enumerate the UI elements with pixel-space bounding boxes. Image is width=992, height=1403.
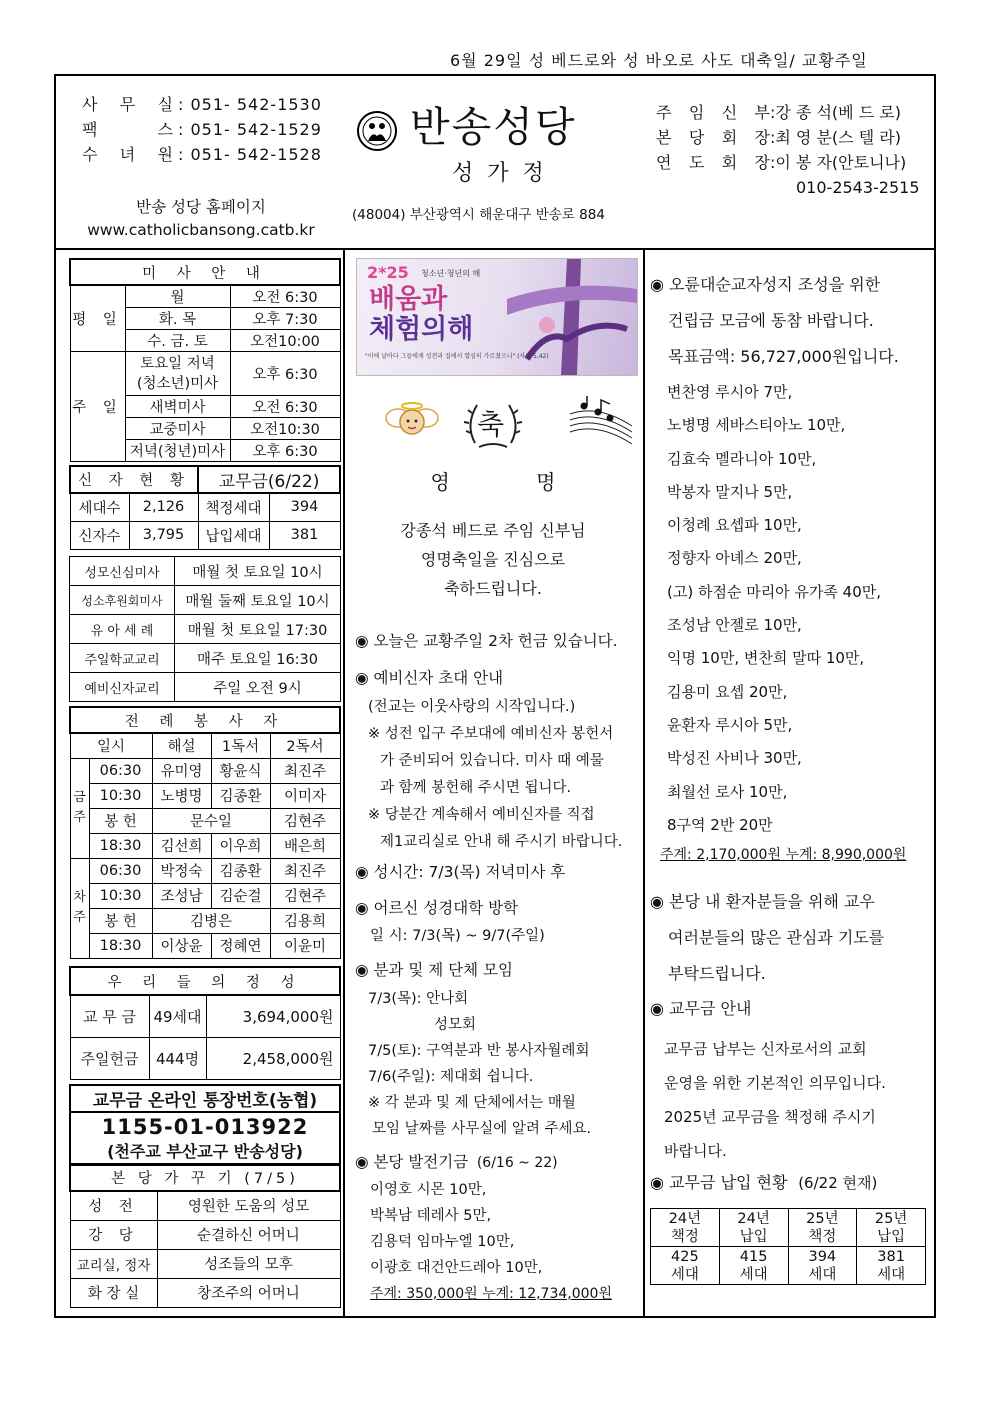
servers-time: 10:30	[89, 783, 152, 808]
congrats-title: 영 명	[430, 470, 596, 494]
donor-line: 김용미 요셉 20만,	[667, 682, 788, 701]
servers-name: 김현주	[270, 883, 340, 908]
servers-name: 황윤식	[211, 758, 270, 783]
donor-line: 김효숙 멜라니아 10만,	[667, 449, 817, 468]
due-line: 교무금 납부는 신자로서의 교회	[664, 1040, 867, 1058]
cleaning-place: 강 당	[70, 1220, 157, 1249]
catechumen-line: ※ 당분간 계속해서 예비신자를 직접	[368, 807, 595, 823]
shrine-fund-header	[650, 267, 899, 375]
servers-time: 10:30	[89, 883, 152, 908]
catechumen-line: 가 준비되어 있습니다. 미사 때 예물	[380, 753, 604, 769]
mass-name: 토요일 저녁 (청소년)미사	[125, 352, 230, 396]
mass-title: 미 사 안 내	[70, 259, 340, 285]
groups-title: ◉ 분과 및 제 단체 모임	[355, 961, 513, 979]
header-divider	[54, 248, 936, 250]
bank-account-number: 1155-01-013922	[101, 1115, 309, 1139]
shrine-title-line: 건립금 모금에 동참 바랍니다.	[668, 311, 874, 330]
schedule-label: 성모신심미사	[70, 557, 175, 586]
weekday-label: 평 일	[70, 285, 125, 352]
cleaning-group: 순결하신 어머니	[157, 1220, 340, 1249]
donor-line: 이광호 대건안드레아 10만,	[370, 1260, 543, 1276]
holy-hour-notice: ◉ 성시간: 7/3(목) 저녁미사 후	[355, 863, 566, 881]
donor-line: 박봉자 말지나 5만,	[667, 482, 793, 501]
servers-name: 박정숙	[152, 858, 211, 883]
homepage-link[interactable]: www.catholicbansong.catb.kr	[87, 221, 315, 239]
donor-line: 8구역 2반 20만	[667, 815, 773, 834]
due-value-cell: 425 세대	[651, 1247, 720, 1285]
due-value-cell: 394 세대	[788, 1247, 857, 1285]
due-status-header	[650, 1170, 877, 1193]
due-line: 운영을 위한 기본적인 의무입니다.	[664, 1074, 886, 1092]
dev-fund-list	[370, 1177, 612, 1307]
schedule-label: 유 아 세 례	[70, 615, 175, 644]
shrine-goal: 목표금액: 56,727,000원입니다.	[668, 347, 899, 366]
staff-president: 본 당 회 장:최 영 분(스 텔 라)	[656, 128, 901, 147]
donor-line: 최월선 로사 10만,	[667, 782, 788, 801]
servers-name: 김현주	[270, 808, 340, 833]
congrats-badge: 축	[477, 408, 505, 441]
stat-label: 책정세대	[198, 493, 269, 521]
servers-time: 06:30	[89, 858, 152, 883]
cleaning-group: 성조들의 모후	[157, 1249, 340, 1278]
servers-name: 김용희	[270, 908, 340, 933]
catechumen-body	[368, 694, 622, 856]
due-header-cell: 25년 납입	[857, 1209, 926, 1247]
cleaning-title: 본 당 가 꾸 기 (7/5)	[70, 1164, 340, 1191]
servers-name: 문수일	[152, 808, 270, 833]
homepage-block	[70, 196, 332, 242]
donor-line: 윤환자 루시아 5만,	[667, 715, 793, 734]
this-week-label: 금 주	[70, 758, 89, 858]
groups-line: 모임 날짜를 사무실에 알려 주세요.	[372, 1121, 592, 1137]
groups-line: 7/3(목): 안나회	[368, 991, 469, 1007]
catechumen-title: ◉ 예비신자 초대 안내	[355, 669, 504, 687]
offering-label: 주일헌금	[70, 1037, 149, 1079]
dev-fund-period: (6/16 ~ 22)	[476, 1155, 558, 1171]
schedule-value: 매주 토요일 16:30	[175, 644, 341, 673]
offering-table	[69, 966, 341, 1080]
staff-district-head: 연 도 회 장:이 봉 자(안토니나)	[656, 153, 907, 172]
catechumen-line: (전교는 이웃사랑의 시작입니다.)	[368, 699, 576, 715]
cleaning-place: 성 전	[70, 1191, 157, 1220]
offering-title: 우 리 들 의 정 성	[70, 967, 340, 995]
staff-list	[656, 100, 920, 200]
mass-time: 오후 6:30	[230, 352, 340, 396]
mass-name: 월	[125, 285, 230, 308]
donor-line: 조성남 안젤로 10만,	[667, 616, 802, 635]
due-status-title: ◉ 교무금 납입 현황	[650, 1173, 788, 1192]
mass-name: 새벽미사	[125, 396, 230, 418]
patients-notice	[650, 884, 884, 992]
bank-box	[69, 1084, 341, 1166]
donor-line: 변찬영 루시아 7만,	[667, 383, 793, 401]
cleaning-group: 영원한 도움의 성모	[157, 1191, 340, 1220]
donor-line: 박복남 데레사 5만,	[370, 1208, 492, 1224]
due-title: 교무금(6/22)	[198, 466, 340, 493]
due-line: 2025년 교무금을 책정해 주시기	[664, 1108, 876, 1126]
catechumen-line: 과 함께 봉헌해 주시면 됩니다.	[380, 780, 572, 796]
servers-name: 배은희	[270, 833, 340, 858]
banner-verse: "이에 날마다 그들에게 성전과 집에서 열심히 가르쳤으니" (사도 5,42)	[365, 353, 549, 360]
schedule-label: 예비신자교리	[70, 673, 175, 702]
due-header-cell: 24년 납입	[719, 1209, 788, 1247]
angel-icon	[384, 396, 440, 450]
servers-time: 06:30	[89, 758, 152, 783]
servers-name: 정혜연	[211, 933, 270, 958]
shrine-title-line: ◉ 오륜대순교자성지 조성을 위한	[650, 275, 881, 294]
dev-fund-title: ◉ 본당 발전기금	[355, 1153, 469, 1171]
servers-name: 이윤미	[270, 933, 340, 958]
patients-line: ◉ 본당 내 환자분들을 위해 교우	[650, 892, 875, 911]
contact-list	[82, 92, 322, 167]
stat-label: 신자수	[70, 521, 129, 549]
contact-office: 사 무 실 : 051- 542-1530	[82, 95, 322, 114]
stat-value: 2,126	[129, 493, 198, 521]
offering-amount: 3,694,000원	[206, 995, 340, 1037]
servers-name: 김종환	[211, 858, 270, 883]
dev-fund-header	[355, 1150, 558, 1172]
donor-line: 이영호 시몬 10만,	[370, 1182, 487, 1198]
mass-time: 오전10:30	[230, 418, 340, 440]
mass-name: 화. 목	[125, 308, 230, 330]
offering-count: 49세대	[149, 995, 206, 1037]
mass-time: 오전10:00	[230, 330, 340, 352]
groups-line: ※ 각 분과 및 제 단체에서는 매월	[368, 1095, 576, 1111]
mass-name: 교중미사	[125, 418, 230, 440]
servers-name: 이우희	[211, 833, 270, 858]
patients-line: 여러분들의 많은 관심과 기도를	[668, 928, 885, 947]
servers-header: 일시	[70, 733, 152, 758]
bank-holder: (천주교 부산교구 반송성당)	[107, 1142, 303, 1161]
mass-name: 저녁(청년)미사	[125, 440, 230, 462]
servers-header: 2독서	[270, 733, 340, 758]
stat-label: 세대수	[70, 493, 129, 521]
groups-line: 성모회	[434, 1017, 477, 1033]
schedule-table	[69, 556, 341, 702]
cleaning-place: 화 장 실	[70, 1278, 157, 1307]
bank-title: 교무금 온라인 통장번호(농협)	[70, 1085, 340, 1112]
due-status-table	[650, 1208, 926, 1285]
donor-line: 박성진 사비나 30만,	[667, 749, 802, 768]
due-line: 바랍니다.	[664, 1142, 727, 1160]
members-title: 신 자 현 황	[70, 466, 198, 493]
donor-line: 노병명 세바스티아노 10만,	[667, 416, 846, 435]
groups-body	[368, 986, 591, 1142]
dev-fund-total: 주계: 350,000원 누계: 12,734,000원	[370, 1286, 612, 1302]
mass-table	[69, 258, 341, 462]
mass-time: 오전 6:30	[230, 285, 340, 308]
music-notes-icon	[568, 396, 634, 448]
parish-title: 반송성당	[410, 103, 577, 151]
mass-time: 오후 6:30	[230, 440, 340, 462]
donor-line: 정향자 아녜스 20만,	[667, 549, 802, 568]
parish-address: (48004) 부산광역시 해운대구 반송로 884	[352, 207, 605, 223]
banner-line1: 배움과	[369, 284, 448, 315]
congrats-line: 축하드립니다.	[444, 579, 542, 598]
servers-table	[69, 706, 341, 959]
notice-papal-collection: ◉ 오늘은 교황주일 2차 헌금 있습니다.	[355, 632, 618, 650]
cleaning-place: 교리실, 정자	[70, 1249, 157, 1278]
offering-label: 교 무 금	[70, 995, 149, 1037]
servers-header: 해설	[152, 733, 211, 758]
schedule-value: 매월 첫 토요일 10시	[175, 557, 341, 586]
donor-line: 김용덕 임마누엘 10만,	[370, 1234, 515, 1250]
schedule-value: 주일 오전 9시	[175, 673, 341, 702]
parish-logo-icon	[356, 110, 398, 152]
due-value-cell: 381 세대	[857, 1247, 926, 1285]
donor-line: 이청례 요셉파 10만,	[667, 516, 802, 535]
banner-tagline: 청소년·청년의 해	[421, 269, 481, 278]
offering-count: 444명	[149, 1037, 206, 1079]
groups-line: 7/6(주일): 제대회 쉽니다.	[368, 1069, 534, 1085]
column-divider-left	[343, 248, 345, 1318]
congrats-message	[343, 516, 643, 603]
stat-value: 394	[269, 493, 340, 521]
servers-name: 김순걸	[211, 883, 270, 908]
servers-time: 봉 헌	[89, 808, 152, 833]
groups-line: 7/5(토): 구역분과 반 봉사자월례회	[368, 1043, 590, 1059]
next-week-label: 차 주	[70, 858, 89, 958]
stat-label: 납입세대	[198, 521, 269, 549]
cleaning-table	[69, 1163, 341, 1308]
issue-date: 6월 29일 성 베드로와 성 바오로 사도 대축일/ 교황주일	[450, 51, 868, 70]
due-notice-body	[664, 1032, 886, 1168]
stat-value: 381	[269, 521, 340, 549]
column-divider-right	[643, 248, 645, 1318]
due-notice-title: ◉ 교무금 안내	[650, 999, 752, 1018]
schedule-value: 매월 첫 토요일 17:30	[175, 615, 341, 644]
servers-name: 조성남	[152, 883, 211, 908]
servers-time: 봉 헌	[89, 908, 152, 933]
catechumen-line: ※ 성전 입구 주보대에 예비신자 봉헌서	[368, 726, 614, 742]
members-table	[69, 465, 341, 550]
banner-line2: 체험의해	[369, 314, 474, 345]
schedule-label: 성소후원회미사	[70, 586, 175, 615]
congrats-line: 영명축일을 진심으로	[420, 550, 566, 569]
sunday-label: 주 일	[70, 352, 125, 462]
donor-line: 익명 10만, 변찬희 말따 10만,	[667, 649, 865, 668]
due-header-cell: 24년 책정	[651, 1209, 720, 1247]
mass-name: 수. 금. 토	[125, 330, 230, 352]
servers-name: 최진주	[270, 758, 340, 783]
servers-name: 최진주	[270, 858, 340, 883]
bible-college-date: 일 시: 7/3(목) ~ 9/7(주일)	[370, 928, 545, 944]
bible-college-title: ◉ 어르신 성경대학 방학	[355, 899, 519, 917]
due-status-date: (6/22 현재)	[798, 1174, 878, 1192]
servers-title: 전 례 봉 사 자	[70, 707, 340, 733]
due-value-cell: 415 세대	[719, 1247, 788, 1285]
schedule-label: 주일학교교리	[70, 644, 175, 673]
banner-year: 2*25	[367, 263, 409, 282]
stat-value: 3,795	[129, 521, 198, 549]
mass-time: 오후 7:30	[230, 308, 340, 330]
servers-name: 김종환	[211, 783, 270, 808]
contact-convent: 수 녀 원 : 051- 542-1528	[82, 145, 322, 164]
offering-amount: 2,458,000원	[206, 1037, 340, 1079]
cleaning-group: 창조주의 어머니	[157, 1278, 340, 1307]
servers-header: 1독서	[211, 733, 270, 758]
youth-year-banner	[356, 258, 638, 376]
homepage-label: 반송 성당 홈페이지	[136, 198, 266, 216]
servers-name: 유미영	[152, 758, 211, 783]
staff-pastor: 주 임 신 부:강 종 석(베 드 로)	[656, 103, 901, 122]
due-header-cell: 25년 책정	[788, 1209, 857, 1247]
patients-line: 부탁드립니다.	[668, 964, 766, 983]
shrine-donor-list	[667, 376, 881, 842]
servers-name: 이미자	[270, 783, 340, 808]
mass-time: 오전 6:30	[230, 396, 340, 418]
schedule-value: 매월 둘째 토요일 10시	[175, 586, 341, 615]
contact-fax: 팩 스 : 051- 542-1529	[82, 120, 322, 139]
catechumen-line: 제1교리실로 안내 해 주시기 바랍니다.	[380, 834, 623, 850]
servers-name: 이상윤	[152, 933, 211, 958]
congrats-line: 강종석 베드로 주임 신부님	[400, 521, 586, 540]
parish-subtitle: 성가정	[452, 161, 558, 186]
staff-phone: 010-2543-2515	[796, 178, 920, 197]
servers-name: 김병은	[152, 908, 270, 933]
donor-line: (고) 하점순 마리아 유가족 40만,	[667, 582, 882, 601]
servers-name: 김선희	[152, 833, 211, 858]
shrine-total: 주계: 2,170,000원 누계: 8,990,000원	[660, 847, 907, 863]
servers-time: 18:30	[89, 933, 152, 958]
servers-name: 노병명	[152, 783, 211, 808]
servers-time: 18:30	[89, 833, 152, 858]
